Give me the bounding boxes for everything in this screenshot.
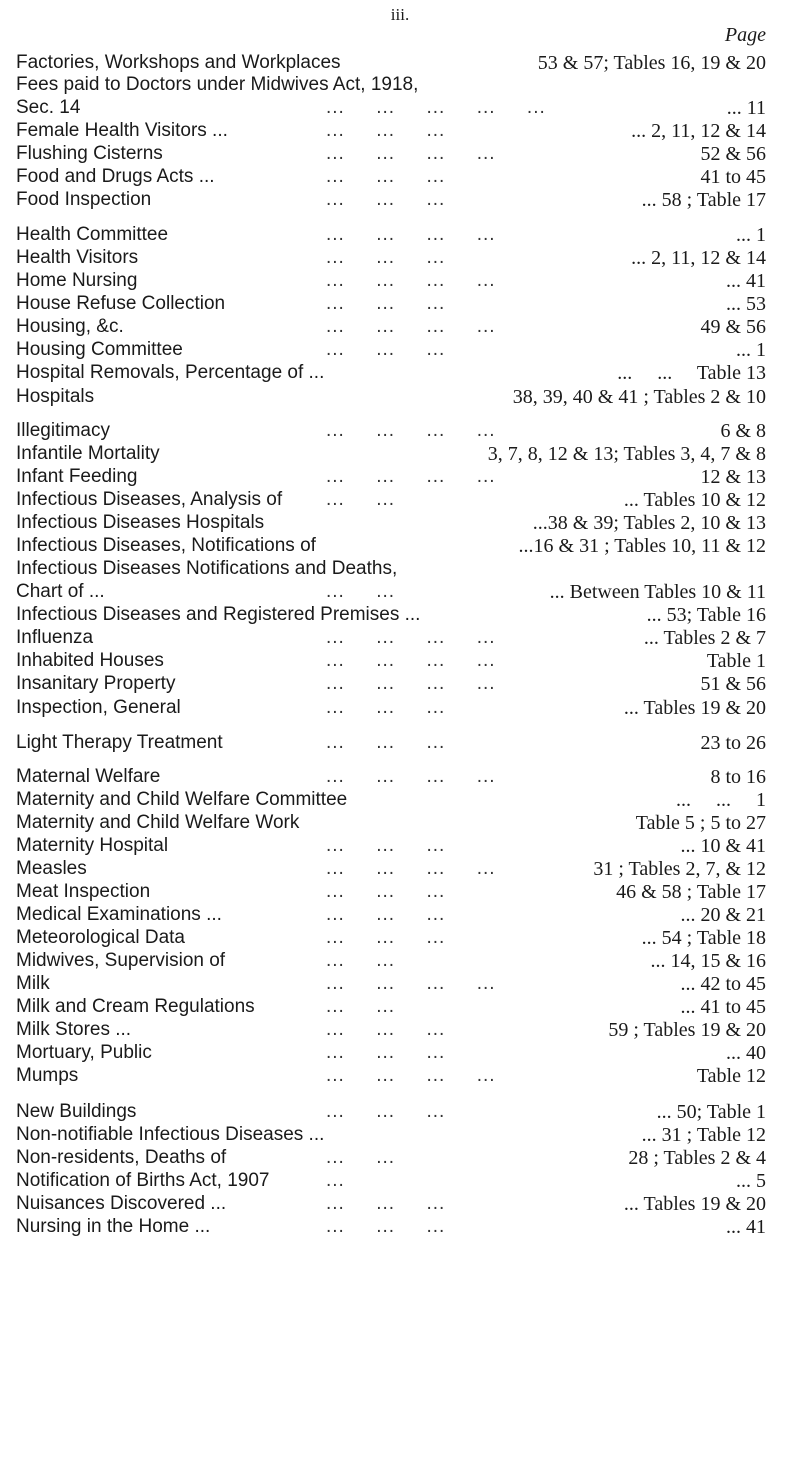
entry-page-reference: ... 40 — [726, 1042, 766, 1064]
entry-label: House Refuse Collection — [16, 293, 226, 314]
entry-leader-dots: ... ... ... — [326, 1101, 446, 1122]
index-entry — [16, 52, 766, 74]
entry-label: Food Inspection — [16, 189, 152, 210]
entry-page-reference: ... 1 — [736, 339, 766, 361]
page-number: iii. — [390, 5, 410, 24]
entry-leader-dots: ... ... ... ... — [326, 270, 496, 291]
entry-page-reference: ... Tables 19 & 20 — [623, 1193, 766, 1215]
entry-label: Mortuary, Public — [16, 1042, 152, 1063]
entry-label: Maternity and Child Welfare Committee — [16, 789, 348, 810]
entry-page-reference: ...16 & 31 ; Tables 10, 11 & 12 — [518, 535, 766, 557]
entry-leader-dots: ... ... ... ... — [326, 420, 496, 441]
entry-page-reference: 53 & 57; Tables 16, 19 & 20 — [537, 52, 766, 74]
index-entry — [16, 97, 766, 119]
entry-label: Chart of ... — [16, 581, 105, 602]
entry-page-reference: ... 42 to 45 — [680, 973, 766, 995]
index-entry — [16, 858, 766, 880]
entry-leader-dots: ... ... ... — [326, 835, 446, 856]
index-entry — [16, 904, 766, 926]
index-entry — [16, 1019, 766, 1041]
entry-label: Maternity Hospital — [16, 835, 169, 856]
index-entry — [16, 512, 766, 534]
index-entry — [16, 789, 766, 811]
index-entry — [16, 1193, 766, 1215]
entry-leader-dots: ... ... ... — [326, 120, 446, 141]
entry-leader-dots: ... ... — [326, 1147, 396, 1168]
entry-page-reference: 8 to 16 — [710, 766, 766, 788]
entry-label: Insanitary Property — [16, 673, 176, 694]
entry-leader-dots: ... ... ... — [326, 927, 446, 948]
entry-leader-dots: ... ... ... ... — [326, 224, 496, 245]
entry-label: Infectious Diseases Notifications and Deaths, — [16, 558, 398, 579]
index-entry — [16, 120, 766, 142]
entry-page-reference: ... Tables 19 & 20 — [623, 697, 766, 719]
entry-label: Hospitals — [16, 386, 95, 407]
index-entry — [16, 293, 766, 315]
entry-page-reference: ... ... Table 13 — [617, 362, 766, 384]
entry-leader-dots: ... ... ... ... — [326, 673, 496, 694]
entry-leader-dots: ... — [326, 1170, 345, 1191]
entry-label: Maternity and Child Welfare Work — [16, 812, 300, 833]
entry-leader-dots: ... ... — [326, 996, 396, 1017]
entry-leader-dots: ... ... ... — [326, 189, 446, 210]
index-entry — [16, 766, 766, 788]
entry-label: Light Therapy Treatment — [16, 732, 223, 753]
entry-label: Milk — [16, 973, 50, 994]
index-entry — [16, 143, 766, 165]
entry-page-reference: ... 50; Table 1 — [656, 1101, 766, 1123]
entry-page-reference: ... 53; Table 16 — [646, 604, 766, 626]
entry-page-reference: 51 & 56 — [700, 673, 766, 695]
entry-page-reference: 28 ; Tables 2 & 4 — [628, 1147, 766, 1169]
entry-leader-dots: ... ... ... ... ... — [326, 97, 546, 118]
entry-label: Infantile Mortality — [16, 443, 160, 464]
index-entry — [16, 386, 766, 408]
entry-label: Midwives, Supervision of — [16, 950, 226, 971]
entry-leader-dots: ... ... ... — [326, 1193, 446, 1214]
entry-label: Infectious Diseases, Analysis of — [16, 489, 283, 510]
entry-leader-dots: ... ... ... — [326, 166, 446, 187]
index-entry — [16, 74, 766, 96]
index-entry — [16, 535, 766, 557]
entry-label: Nuisances Discovered ... — [16, 1193, 227, 1214]
index-entry — [16, 224, 766, 246]
entry-page-reference: ... 20 & 21 — [680, 904, 766, 926]
index-entry — [16, 466, 766, 488]
entry-page-reference: ... 41 — [726, 270, 766, 292]
entry-leader-dots: ... ... ... — [326, 881, 446, 902]
index-entry — [16, 443, 766, 465]
entry-label: Non-residents, Deaths of — [16, 1147, 227, 1168]
entry-label: Influenza — [16, 627, 94, 648]
index-entry — [16, 339, 766, 361]
entry-page-reference: 31 ; Tables 2, 7, & 12 — [593, 858, 766, 880]
index-entry — [16, 835, 766, 857]
entry-page-reference: ... Between Tables 10 & 11 — [549, 581, 766, 603]
entry-page-reference: ... 41 — [726, 1216, 766, 1238]
index-entry — [16, 1216, 766, 1238]
entry-label: Health Visitors — [16, 247, 139, 268]
entry-label: Milk Stores ... — [16, 1019, 132, 1040]
entry-label: Infectious Diseases Hospitals — [16, 512, 265, 533]
entry-label: Milk and Cream Regulations — [16, 996, 255, 1017]
index-entry — [16, 697, 766, 719]
entry-page-reference: ... 31 ; Table 12 — [641, 1124, 766, 1146]
entry-leader-dots: ... ... ... ... — [326, 316, 496, 337]
entry-page-reference: ... 10 & 41 — [680, 835, 766, 857]
index-entry — [16, 673, 766, 695]
index-entry — [16, 420, 766, 442]
entry-leader-dots: ... ... ... — [326, 732, 446, 753]
entry-leader-dots: ... ... ... — [326, 1019, 446, 1040]
index-entry — [16, 1170, 766, 1192]
entry-page-reference: 41 to 45 — [700, 166, 766, 188]
entry-page-reference: 46 & 58 ; Table 17 — [616, 881, 766, 903]
entry-label: Inhabited Houses — [16, 650, 164, 671]
index-entry — [16, 604, 766, 626]
index-entry — [16, 1065, 766, 1087]
index-entry — [16, 316, 766, 338]
entry-leader-dots: ... ... ... ... — [326, 466, 496, 487]
entry-page-reference: 38, 39, 40 & 41 ; Tables 2 & 10 — [512, 386, 766, 408]
entry-page-reference: 49 & 56 — [700, 316, 766, 338]
entry-label: New Buildings — [16, 1101, 137, 1122]
index-entry — [16, 189, 766, 211]
entry-label: Infectious Diseases, Notifications of — [16, 535, 316, 556]
entry-page-reference: ... 53 — [726, 293, 766, 315]
entry-leader-dots: ... ... ... — [326, 904, 446, 925]
entry-page-reference: ... 54 ; Table 18 — [641, 927, 766, 949]
entry-label: Maternal Welfare — [16, 766, 161, 787]
entry-leader-dots: ... ... ... ... — [326, 1065, 496, 1086]
entry-label: Food and Drugs Acts ... — [16, 166, 215, 187]
entry-page-reference: ... 2, 11, 12 & 14 — [631, 120, 766, 142]
index-entry — [16, 247, 766, 269]
index-entry — [16, 1101, 766, 1123]
index-entry — [16, 1124, 766, 1146]
entry-leader-dots: ... ... ... ... — [326, 627, 496, 648]
index-entry — [16, 973, 766, 995]
index-entry — [16, 166, 766, 188]
entry-leader-dots: ... ... — [326, 950, 396, 971]
entry-label: Infant Feeding — [16, 466, 138, 487]
entry-page-reference: ...38 & 39; Tables 2, 10 & 13 — [532, 512, 766, 534]
entry-leader-dots: ... ... — [326, 581, 396, 602]
entry-page-reference: 3, 7, 8, 12 & 13; Tables 3, 4, 7 & 8 — [487, 443, 766, 465]
entry-leader-dots: ... ... ... — [326, 293, 446, 314]
entry-page-reference: 52 & 56 — [700, 143, 766, 165]
index-entry — [16, 996, 766, 1018]
entry-label: Illegitimacy — [16, 420, 110, 441]
entry-label: Fees paid to Doctors under Midwives Act, 1918, — [16, 74, 419, 95]
entry-page-reference: 23 to 26 — [700, 732, 766, 754]
page-column-header: Page — [724, 24, 766, 46]
entry-page-reference: ... 41 to 45 — [680, 996, 766, 1018]
index-entry — [16, 927, 766, 949]
index-entry — [16, 489, 766, 511]
entry-page-reference: ... 5 — [736, 1170, 766, 1192]
entry-page-reference: ... Tables 2 & 7 — [643, 627, 766, 649]
entry-label: Sec. 14 — [16, 97, 81, 118]
index-entry — [16, 950, 766, 972]
entry-leader-dots: ... ... ... — [326, 339, 446, 360]
entry-leader-dots: ... ... ... — [326, 247, 446, 268]
entry-label: Meteorological Data — [16, 927, 185, 948]
index-entry — [16, 881, 766, 903]
entry-label: Hospital Removals, Percentage of ... — [16, 362, 325, 383]
index-entry — [16, 732, 766, 754]
entry-page-reference: ... Tables 10 & 12 — [623, 489, 766, 511]
entry-page-reference: Table 5 ; 5 to 27 — [635, 812, 766, 834]
entry-page-reference: 12 & 13 — [700, 466, 766, 488]
entry-label: Factories, Workshops and Workplaces — [16, 52, 341, 73]
index-entry — [16, 558, 766, 580]
entry-leader-dots: ... ... ... ... — [326, 973, 496, 994]
index-entry — [16, 581, 766, 603]
index-entry — [16, 1147, 766, 1169]
entry-label: Health Committee — [16, 224, 169, 245]
entry-page-reference: 6 & 8 — [720, 420, 766, 442]
entry-page-reference: ... ... 1 — [676, 789, 766, 811]
entry-label: Notification of Births Act, 1907 — [16, 1170, 270, 1191]
entry-label: Flushing Cisterns — [16, 143, 163, 164]
index-entry — [16, 270, 766, 292]
entry-leader-dots: ... ... ... — [326, 697, 446, 718]
entry-label: Meat Inspection — [16, 881, 151, 902]
entry-label: Inspection, General — [16, 697, 181, 718]
entry-leader-dots: ... ... ... ... — [326, 143, 496, 164]
index-entry — [16, 627, 766, 649]
entry-label: Mumps — [16, 1065, 79, 1086]
entry-leader-dots: ... ... ... ... — [326, 650, 496, 671]
entry-label: Infectious Diseases and Registered Premises ... — [16, 604, 421, 625]
entry-label: Female Health Visitors ... — [16, 120, 228, 141]
entry-leader-dots: ... ... ... ... — [326, 766, 496, 787]
index-entry — [16, 812, 766, 834]
entry-page-reference: ... 1 — [736, 224, 766, 246]
entry-page-reference: ... 2, 11, 12 & 14 — [631, 247, 766, 269]
entry-label: Nursing in the Home ... — [16, 1216, 211, 1237]
entry-label: Housing Committee — [16, 339, 183, 360]
entry-page-reference: 59 ; Tables 19 & 20 — [608, 1019, 766, 1041]
entry-page-reference: Table 1 — [706, 650, 766, 672]
entry-page-reference: ... 14, 15 & 16 — [650, 950, 766, 972]
entry-leader-dots: ... ... ... — [326, 1216, 446, 1237]
index-entry — [16, 1042, 766, 1064]
entry-page-reference: ... 58 ; Table 17 — [641, 189, 766, 211]
entry-leader-dots: ... ... ... — [326, 1042, 446, 1063]
entry-page-reference: Table 12 — [696, 1065, 766, 1087]
index-entry — [16, 362, 766, 384]
entry-leader-dots: ... ... ... ... — [326, 858, 496, 879]
entry-label: Home Nursing — [16, 270, 138, 291]
entry-label: Medical Examinations ... — [16, 904, 222, 925]
entry-page-reference: ... 11 — [726, 97, 766, 119]
entry-label: Housing, &c. — [16, 316, 124, 337]
index-entry — [16, 650, 766, 672]
entry-label: Measles — [16, 858, 87, 879]
entry-leader-dots: ... ... — [326, 489, 396, 510]
entry-label: Non-notifiable Infectious Diseases ... — [16, 1124, 325, 1145]
